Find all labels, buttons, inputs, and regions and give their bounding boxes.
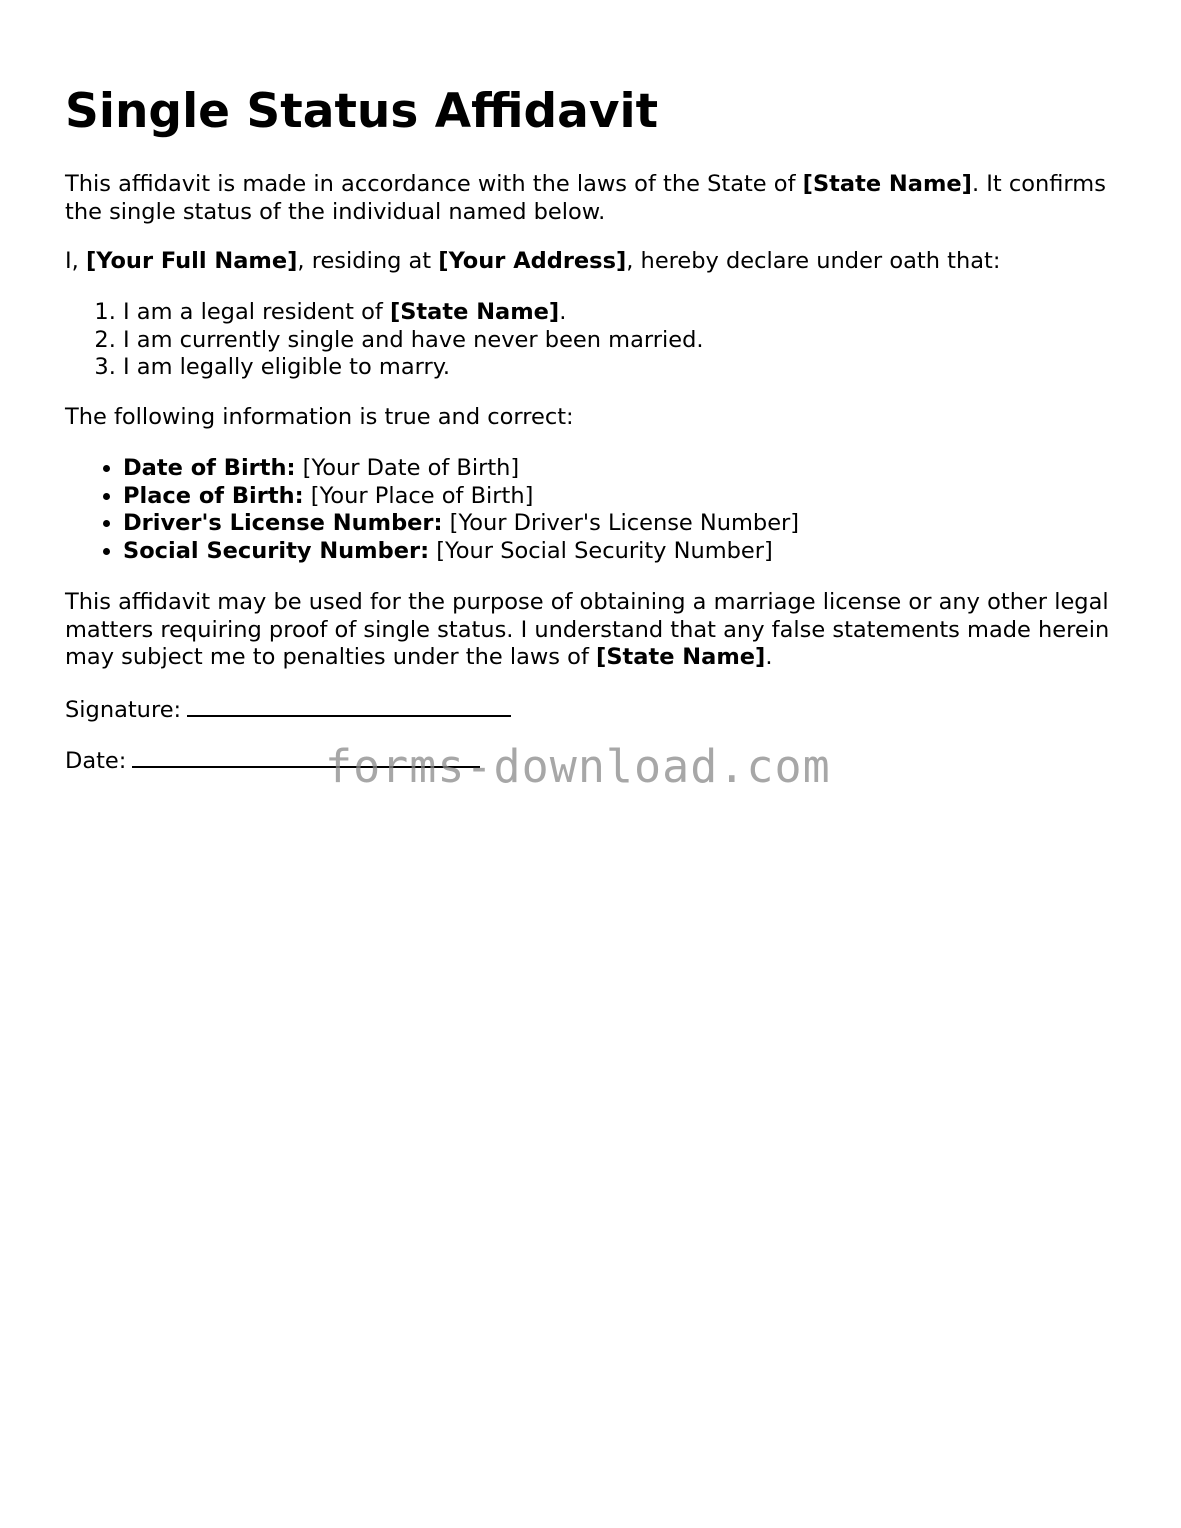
info-label: Place of Birth:: [123, 482, 304, 509]
declaration-suffix: , hereby declare under oath that:: [626, 248, 1001, 274]
signature-row: [65, 694, 1125, 725]
info-label: Date of Birth:: [123, 455, 296, 481]
info-item: [123, 510, 1181, 538]
watermark-text: forms-download.com: [325, 740, 831, 793]
closing-paragraph: [65, 589, 1125, 672]
statement-text: I am a legal resident of: [123, 299, 390, 325]
statement-text-end: .: [559, 299, 567, 325]
declaration-middle: , residing at: [297, 248, 439, 274]
info-value: [Your Date of Birth]: [295, 455, 520, 481]
intro-text: This affidavit is made in accordance with the laws of the State of: [65, 171, 803, 197]
closing-text-end: .: [765, 644, 773, 670]
sworn-statements-list: [65, 299, 1181, 382]
info-item: [123, 455, 1181, 483]
state-name-placeholder: [State Name]: [389, 299, 560, 325]
info-lead-text: The following information is true and correct:: [65, 404, 574, 430]
statement-item: 2. I am currently single and have never been married.: [123, 327, 1181, 355]
full-name-placeholder: [Your Full Name]: [85, 248, 298, 274]
date-label: Date:: [65, 748, 127, 774]
statement-item: [123, 299, 1181, 327]
info-value: [Your Social Security Number]: [429, 537, 773, 564]
info-item: [123, 538, 1181, 566]
state-name-placeholder: [State Name]: [802, 171, 972, 197]
declaration-paragraph: [65, 248, 1125, 276]
document-title: Single Status Affidavit: [65, 84, 659, 139]
personal-info-list: [65, 455, 1181, 565]
signature-label: Signature:: [65, 697, 182, 723]
info-label: Social Security Number:: [123, 537, 430, 564]
statement-item: 3. I am legally eligible to marry.: [123, 354, 1181, 382]
info-value: [Your Driver's License Number]: [442, 510, 800, 536]
signature-line[interactable]: [187, 694, 511, 717]
state-name-placeholder: [State Name]: [596, 644, 766, 670]
intro-text-end: . It confirms the single status of the individual named below.: [65, 171, 1106, 225]
closing-text: This affidavit may be used for the purpose of obtaining a marriage license or any other legal matters requiring proof of single status. I understand that any false statements made herein may subject me to penalties under the laws of: [65, 589, 1110, 670]
info-label: Driver's License Number:: [123, 510, 443, 536]
address-placeholder: [Your Address]: [438, 248, 627, 274]
info-item: [123, 483, 1181, 511]
declaration-prefix: I,: [65, 248, 86, 274]
intro-paragraph: [65, 171, 1125, 226]
info-value: [Your Place of Birth]: [303, 482, 534, 509]
